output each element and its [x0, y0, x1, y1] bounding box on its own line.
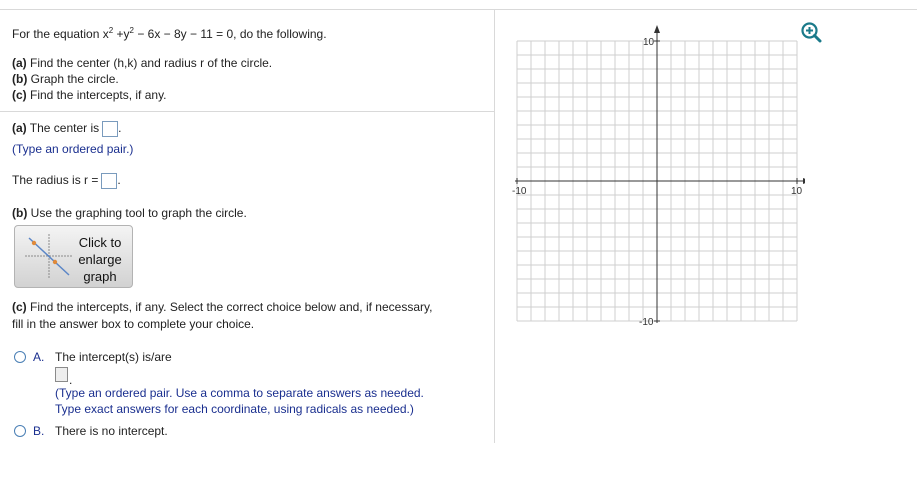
enlarge-graph-label: Click to enlarge graph	[78, 235, 122, 284]
center-input[interactable]	[102, 121, 118, 137]
graph-question: (b) Use the graphing tool to graph the circle.	[12, 206, 247, 220]
radius-question: The radius is r = .	[12, 173, 121, 188]
choice-a-letter: A.	[33, 350, 45, 364]
vertical-divider	[494, 10, 495, 443]
choice-b-radio[interactable]	[14, 425, 26, 437]
question-divider	[0, 111, 494, 112]
radius-input[interactable]	[101, 173, 117, 189]
top-divider	[0, 9, 917, 10]
intercepts-question-line2: fill in the answer box to complete your choice.	[12, 317, 255, 331]
choice-a-hint-line1: (Type an ordered pair. Use a comma to separate answers as needed.	[55, 386, 424, 400]
coordinate-graph[interactable]	[505, 20, 805, 332]
choice-a-radio[interactable]	[14, 351, 26, 363]
x-max-tick-label: 10	[791, 186, 803, 197]
y-min-tick-label: -10	[639, 317, 654, 328]
part-a-instruction: (a) Find the center (h,k) and radius r of the circle.	[12, 56, 273, 70]
choice-a-hint-line2: Type exact answers for each coordinate, using radicals as needed.)	[55, 402, 414, 416]
y-max-tick-label: 10	[643, 37, 655, 48]
choice-b-letter: B.	[33, 424, 45, 438]
center-question: (a) The center is .	[12, 121, 122, 136]
part-c-instruction: (c) Find the intercepts, if any.	[12, 88, 167, 102]
intercepts-input[interactable]	[55, 367, 68, 382]
graph-thumbnail-icon	[25, 234, 73, 279]
center-hint: (Type an ordered pair.)	[12, 142, 134, 156]
part-b-instruction: (b) Graph the circle.	[12, 72, 119, 86]
choice-b-text: There is no intercept.	[55, 424, 168, 438]
x-min-tick-label: -10	[512, 186, 527, 197]
problem-intro: For the equation $x^2 +y^2 - 6x - 8y - 11 = 0$, do the following.	[12, 26, 327, 41]
enlarge-graph-button[interactable]	[14, 225, 133, 288]
choice-a-text: The intercept(s) is/are	[55, 350, 172, 364]
y-axis-arrow	[654, 25, 660, 33]
x-axis-arrow	[803, 178, 805, 184]
intercepts-question-line1: (c) Find the intercepts, if any. Select the correct choice below and, if necessary,	[12, 300, 433, 314]
